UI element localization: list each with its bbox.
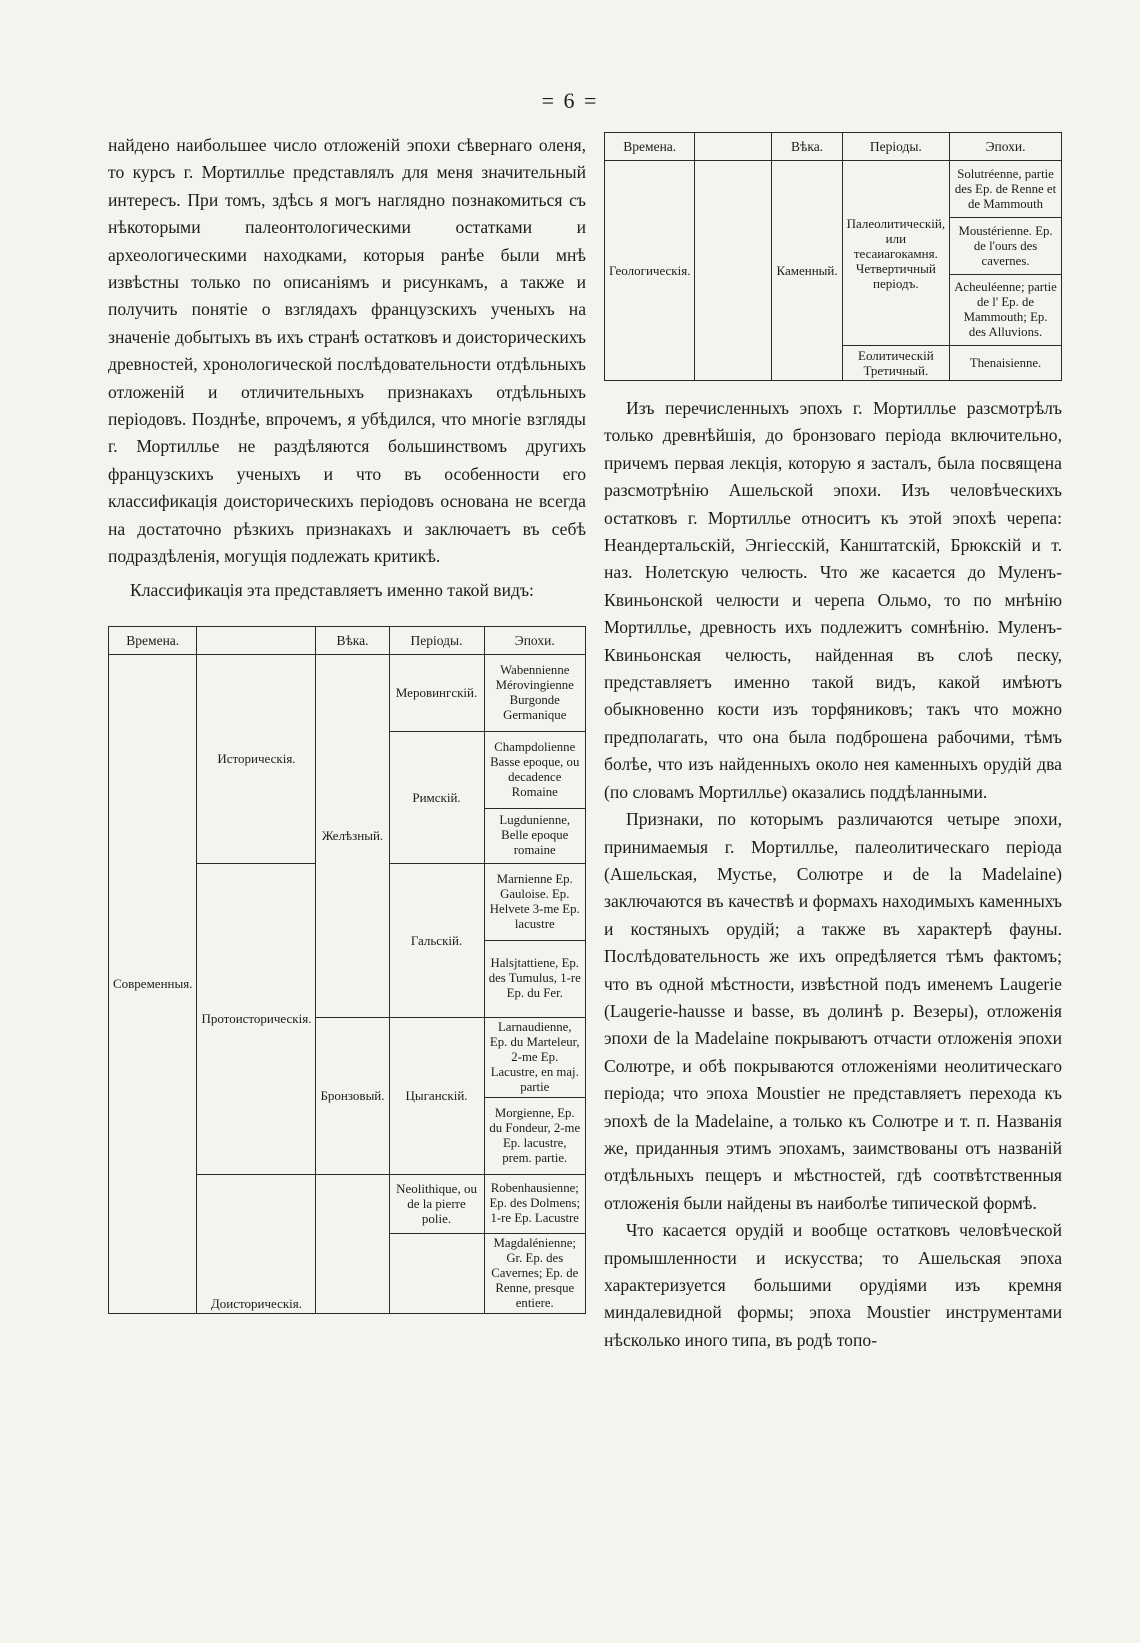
- period-cell: Neolithique, ou de la pierre polie.: [389, 1174, 484, 1233]
- epoch-cell: Magdalénienne; Gr. Ep. des Cavernes; Ep. de Renne, presque entiere.: [484, 1233, 585, 1313]
- header-time: Времена.: [109, 626, 197, 654]
- header-century: Вѣка.: [316, 626, 389, 654]
- table-header-row: [109, 626, 586, 654]
- right-paragraph: Что касается орудій и вообще остатковъ человѣческой промышленности и искусства; то Ашельская эпоха характеризуется большими орудіями изъ кремня миндалевидной формы; эпоха Moustier инструментами нѣсколько иного типа, въ родѣ топо-: [604, 1220, 1062, 1350]
- header-blank: [695, 133, 772, 161]
- period-cell: Палеолитическій, или тесаиагокамня. Четвертичный періодъ.: [842, 161, 949, 346]
- classification-table-modern: [108, 626, 586, 1314]
- epoch-cell: Marnienne Ep. Gauloise. Ep. Helvete 3-me Ep. lacustre: [484, 863, 585, 940]
- age-cell: Историческія.: [197, 654, 316, 863]
- epoch-cell: Morgienne, Ep. du Fondeur, 2-me Ep. lacustre, prem. partie.: [484, 1097, 585, 1174]
- period-cell: Еолитическій Третичный.: [842, 346, 949, 381]
- time-cell: Современныя.: [109, 654, 197, 1313]
- epoch-cell: Champdolienne Basse epoque, ou decadence Romaine: [484, 731, 585, 808]
- age-cell: Протоисторическія.: [197, 863, 316, 1174]
- epoch-cell: Thenaisienne.: [950, 346, 1062, 381]
- left-paragraph: найдено наибольшее число отложеній эпохи сѣвернаго оленя, то курсъ г. Мортилльe представлялъ для меня значительный интересъ. При томъ, здѣсь я могъ наглядно познакомиться съ нѣкоторыми палеонтологическими остатками и археологическими находками, которыя ранѣе были мнѣ извѣстны только по описаніямъ и рисункамъ, а также и получить понятіе о взглядахъ французскихъ ученыхъ на значеніе добытыхъ въ ихъ странѣ остатковъ и доисторическихъ древностей, хронологической послѣдовательности отдѣльныхъ отложеній и отличительныхъ признакахъ отдѣльныхъ періодовъ. Позднѣе, впрочемъ, я убѣдился, что многіе взгляды г. Мортилльe не раздѣляются большинствомъ другихъ французскихъ ученыхъ и что въ особенности его классификація доисторическихъ періодовъ основана не всегда на достаточно рѣзкихъ признакахъ и заключаетъ въ себѣ подраздѣленія, могущія подлежать критикѣ.: [108, 135, 586, 567]
- blank-cell: [316, 1174, 389, 1313]
- table-header-row: [605, 133, 1062, 161]
- epoch-cell: Wabennienne Mérovingienne Burgonde Germanique: [484, 654, 585, 731]
- epoch-cell: Solutréenne, partie des Ep. de Renne et de Mammouth: [950, 161, 1062, 218]
- table-row: [605, 161, 1062, 218]
- header-period: Періоды.: [842, 133, 949, 161]
- period-cell: Римскій.: [389, 731, 484, 863]
- right-paragraph: Изъ перечисленныхъ эпохъ г. Мортилльe разсмотрѣлъ только древнѣйшія, до бронзоваго періода включительно, причемъ первая лекція, которую я засталъ, была посвящена разсмотрѣнію Ашельской эпохи. Изъ человѣческихъ остатковъ г. Мортилльe относитъ къ этой эпохѣ черепа: Неандертальскій, Энгіесскій, Канштатскій, Брюкскій и т. наз. Нолетскую челюсть. Что же касается до Муленъ-Квиньонской челюсти и черепа Ольмо, то по мнѣнію Мортилльe, древность ихъ подлежитъ сомнѣнію. Муленъ-Квиньонская челюсть, найденная въ слоѣ песку, представляетъ именно такой видъ, какой имѣютъ обыкновенно кости изъ торфяниковъ; такъ что можно предполагать, что она была подброшена рабочими, тѣмъ болѣе, что изъ найденныхъ около нея каменныхъ орудій два (по словамъ Мортилльe) оказались поддѣланными.: [604, 398, 1062, 802]
- right-column: [604, 132, 1062, 1354]
- header-period: Періоды.: [389, 626, 484, 654]
- left-column: [108, 132, 586, 1314]
- period-cell: Гальскій.: [389, 863, 484, 1017]
- epoch-cell: Robenhausienne; Ep. des Dolmens; 1-re Ep. Lacustre: [484, 1174, 585, 1233]
- header-epoch: Эпохи.: [484, 626, 585, 654]
- age-cell: Доисторическія.: [197, 1174, 316, 1313]
- blank-cell: [389, 1233, 484, 1313]
- classification-table-geological: [604, 132, 1062, 381]
- period-cell: Меровингскій.: [389, 654, 484, 731]
- header-time: Времена.: [605, 133, 695, 161]
- header-blank: [197, 626, 316, 654]
- epoch-cell: Lugdunienne, Belle epoque romaine: [484, 808, 585, 863]
- epoch-cell: Larnaudienne, Ep. du Marteleur, 2-me Ep. Lacustre, en maj. partie: [484, 1017, 585, 1097]
- epoch-cell: Moustérienne. Ep. de l'ours des cavernes.: [950, 218, 1062, 275]
- epoch-cell: Acheuléenne; partie de l' Ep. de Mammouth; Ep. des Alluvions.: [950, 275, 1062, 346]
- header-epoch: Эпохи.: [950, 133, 1062, 161]
- page-number: = 6 =: [541, 88, 599, 113]
- time-cell: Геологическія.: [605, 161, 695, 381]
- header-century: Вѣка.: [772, 133, 842, 161]
- left-paragraph: Классификація эта представляетъ именно такой видъ:: [130, 579, 534, 600]
- century-cell: Каменный.: [772, 161, 842, 381]
- blank-cell: [695, 161, 772, 381]
- century-cell: Бронзовый.: [316, 1017, 389, 1174]
- period-cell: Цыганскій.: [389, 1017, 484, 1174]
- right-paragraph: Признаки, по которымъ различаются четыре эпохи, принимаемыя г. Мортилльe, палеолитическаго періода (Ашельская, Мустье, Солютре и de la Madelaine) заключаются въ качествѣ и формахъ находимыхъ каменныхъ и костяныхъ орудій; а также въ характерѣ фауны. Послѣдовательность же ихъ опредѣляется тѣмъ фактомъ; что въ одной мѣстности, извѣстной подъ именемъ Laugerie (Laugerie-hausse и basse, въ долинѣ р. Везеры), отложенія эпохи de la Madelaine покрываютъ отчасти отложенія эпохи Солютре, и обѣ покрываются отложеніями неолитическаго періода; что эпоха Moustier не представляетъ перехода къ эпохѣ de la Madelaine, а только къ Солютре и т. п. Названія же, приданныя этимъ эпохамъ, заимствованы отъ названій отдѣльныхъ пещеръ и мѣстностей, гдѣ соотвѣтственныя отложенія были найдены въ наиболѣе типической формѣ.: [604, 809, 1062, 1213]
- century-cell: Желѣзный.: [316, 654, 389, 1017]
- epoch-cell: Halsjtattiene, Ep. des Tumulus, 1-re Ep. du Fer.: [484, 940, 585, 1017]
- table-row: [109, 654, 586, 731]
